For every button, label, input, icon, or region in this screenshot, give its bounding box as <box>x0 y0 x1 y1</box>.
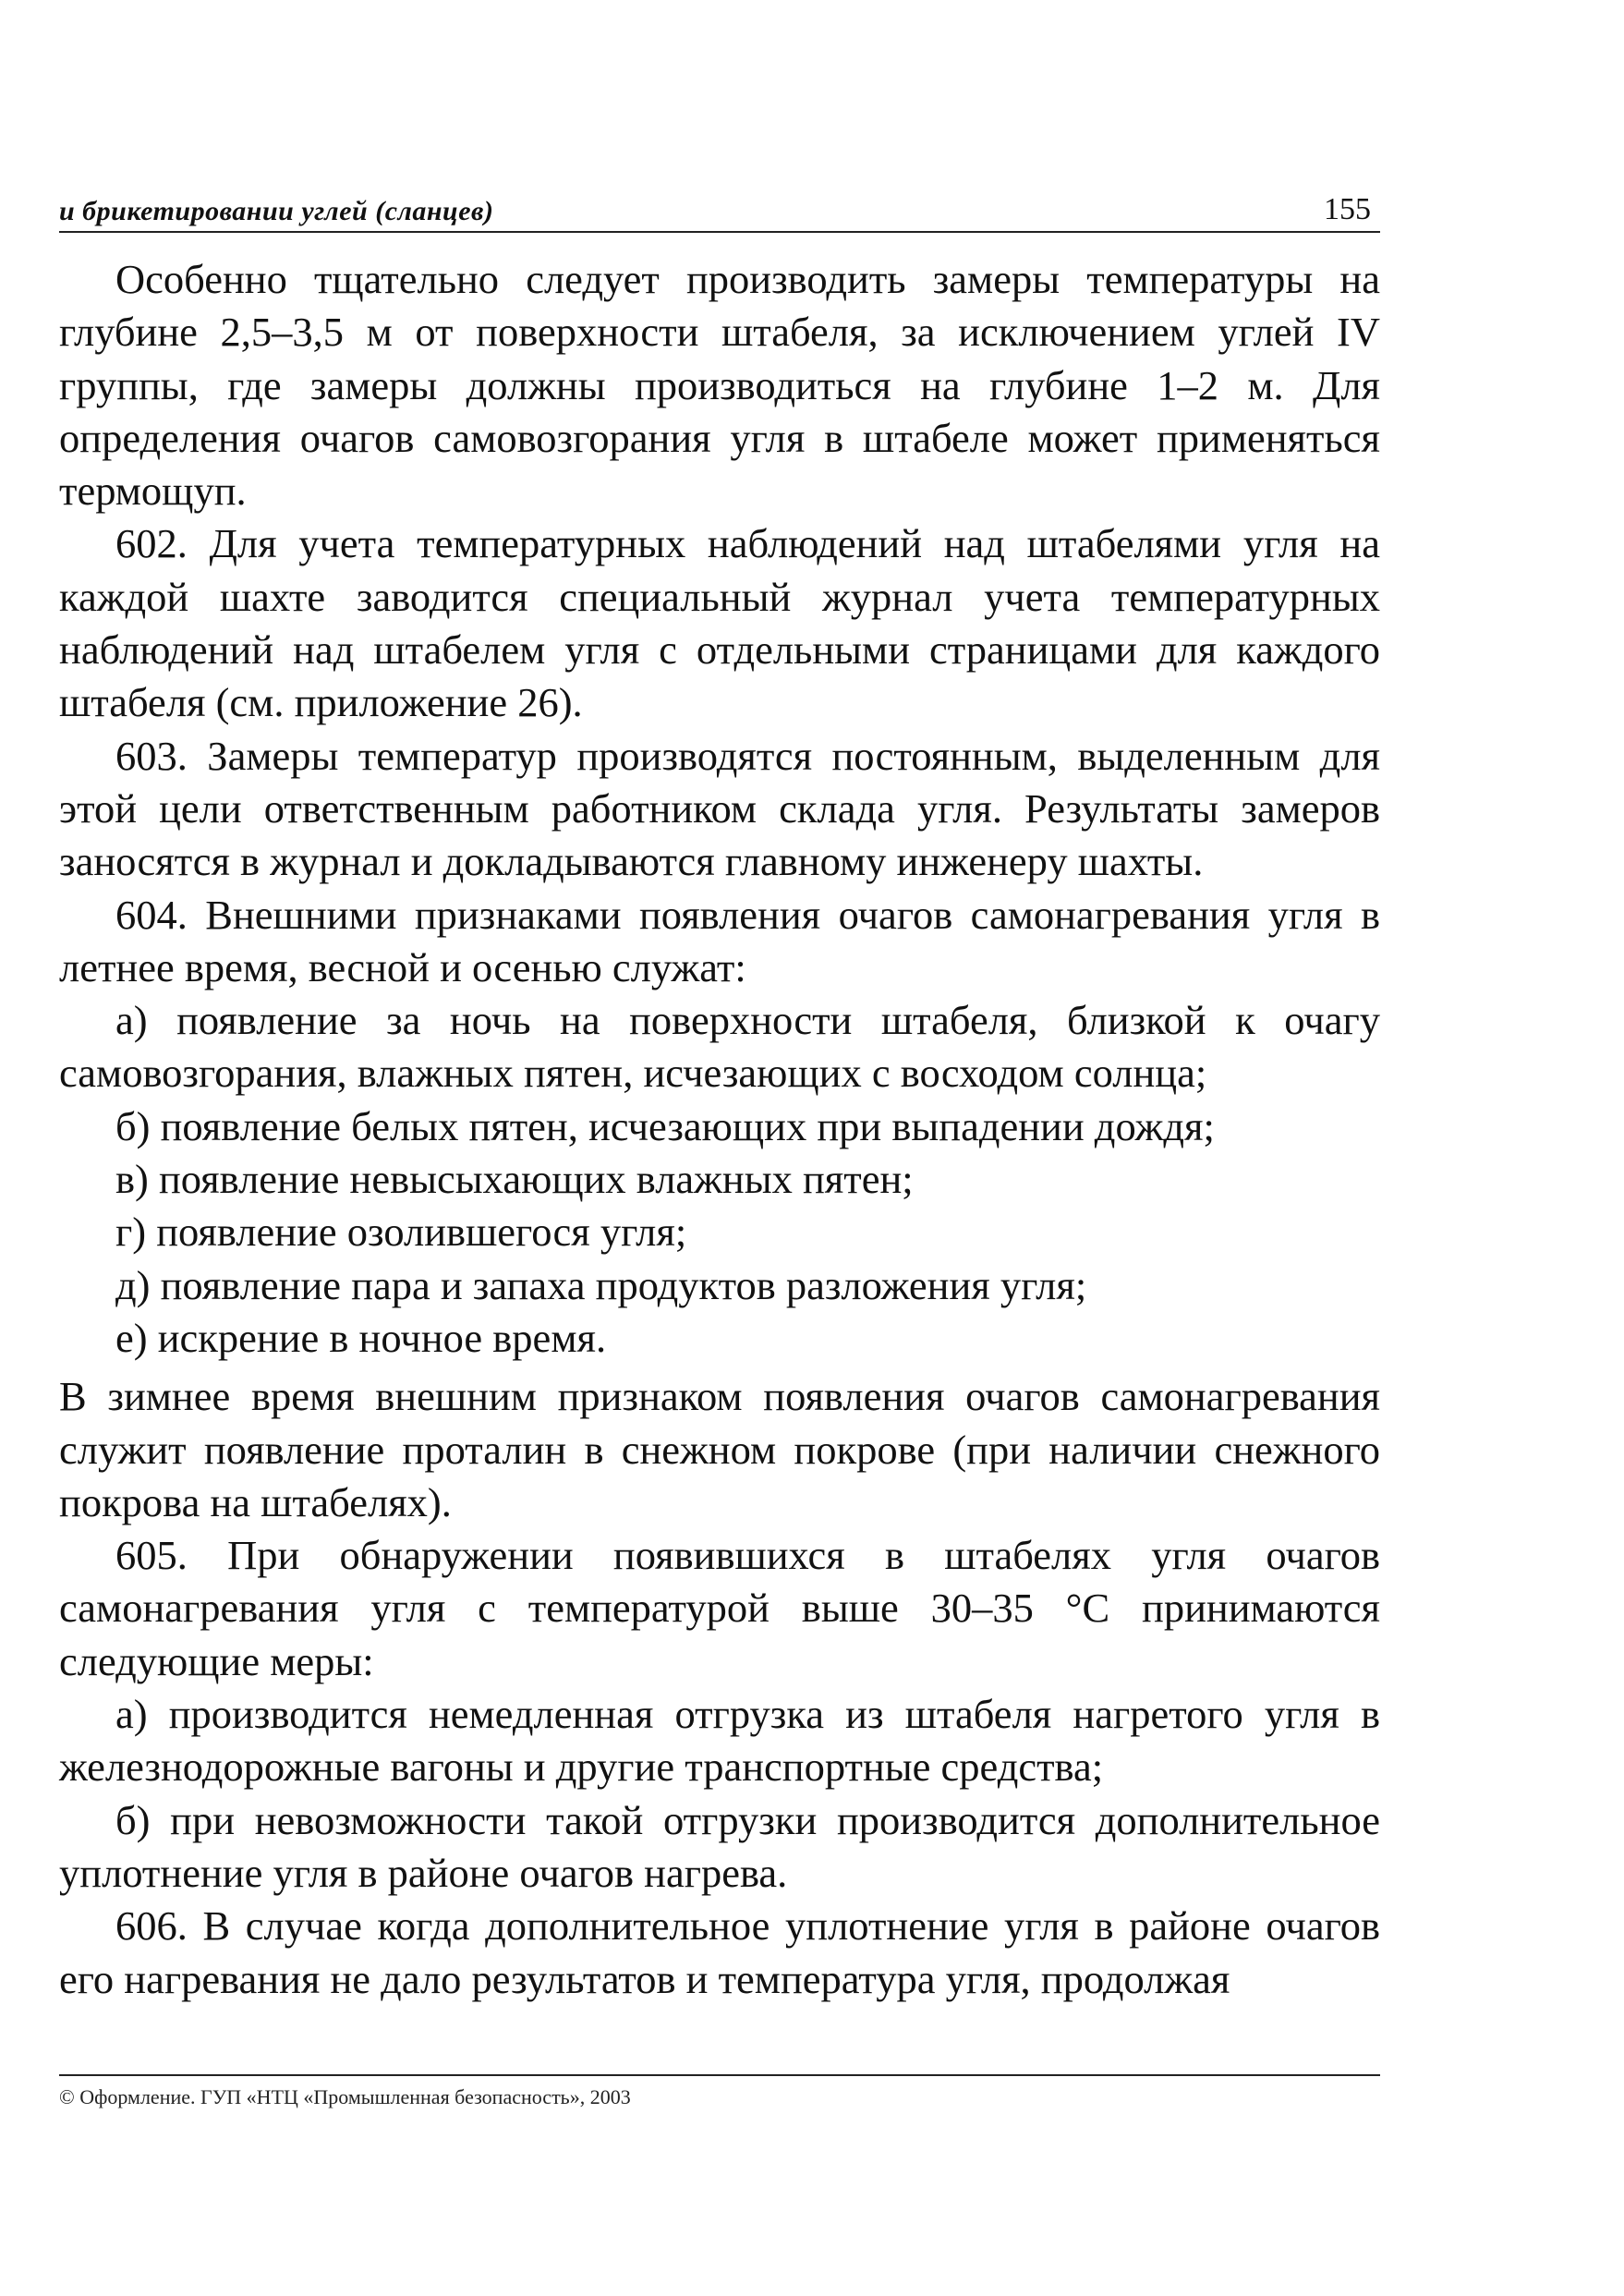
paragraph-602: 602. Для учета температурных наблюдений над штабелями угля на каждой шахте заводится специальный журнал учета температурных наблюдений над штабелем угля с отдельными страницами для каждого штабеля (см. приложение 26). <box>59 520 1380 726</box>
copyright-notice: © Оформление. ГУП «НТЦ «Промышленная безопасность», 2003 <box>59 2085 631 2108</box>
page-footer <box>59 2074 1380 2109</box>
paragraph-604: 604. Внешними признаками появления очагов самонагревания угля в летнее время, весной и осенью служат: <box>59 891 1380 990</box>
list-item-d: д) появление пара и запаха продуктов разложения угля; <box>115 1261 1087 1308</box>
body-text <box>59 253 1380 2006</box>
list-item-v: в) появление невысыхающих влажных пятен; <box>115 1156 914 1203</box>
paragraph-603: 603. Замеры температур производятся постоянным, выделенным для этой цели ответственным работником склада угля. Результаты замеров заносятся в журнал и докладываются главному инженеру шахты. <box>59 732 1380 885</box>
paragraph-winter: В зимнее время внешним признаком появления очагов самонагревания служит появление проталин в снежном покрове (при наличии снежного покрова на штабелях). <box>59 1373 1380 1525</box>
list-item-a: а) появление за ночь на поверхности штабеля, близкой к очагу самовозгорания, влажных пятен, исчезающих с восходом солнца; <box>59 997 1380 1097</box>
paragraph-605: 605. При обнаружении появившихся в штабелях угля очагов самонагревания угля с температурой выше 30–35 °С принимаются следующие меры: <box>59 1532 1380 1684</box>
list-item-e: е) искрение в ночное время. <box>115 1314 607 1361</box>
page <box>59 185 1380 2006</box>
list-item-a-605: а) производится немедленная отгрузка из штабеля нагретого угля в железнодорожные вагоны и другие транспортные средства; <box>59 1691 1380 1791</box>
list-item-g: г) появление озолившегося угля; <box>115 1209 687 1256</box>
list-item-b-605: б) при невозможности такой отгрузки производится дополнительное уплотнение угля в районе очагов нагрева. <box>59 1796 1380 1896</box>
running-header <box>59 185 1380 233</box>
section-title: и брикетировании углей (сланцев) <box>59 196 494 226</box>
page-number: 155 <box>1324 192 1371 226</box>
paragraph: Особенно тщательно следует производить замеры температуры на глубине 2,5–3,5 м от поверхности штабеля, за исключением углей IV группы, где замеры должны производиться на глубине 1–2 м. Для определения очагов самовозгорания угля в штабеле может применяться термощуп. <box>59 256 1380 515</box>
paragraph-606: 606. В случае когда дополнительное уплотнение угля в районе очагов его нагревания не дало результатов и температура угля, продолжая <box>59 1902 1380 2002</box>
list-item-b: б) появление белых пятен, исчезающих при выпадении дождя; <box>115 1102 1215 1149</box>
